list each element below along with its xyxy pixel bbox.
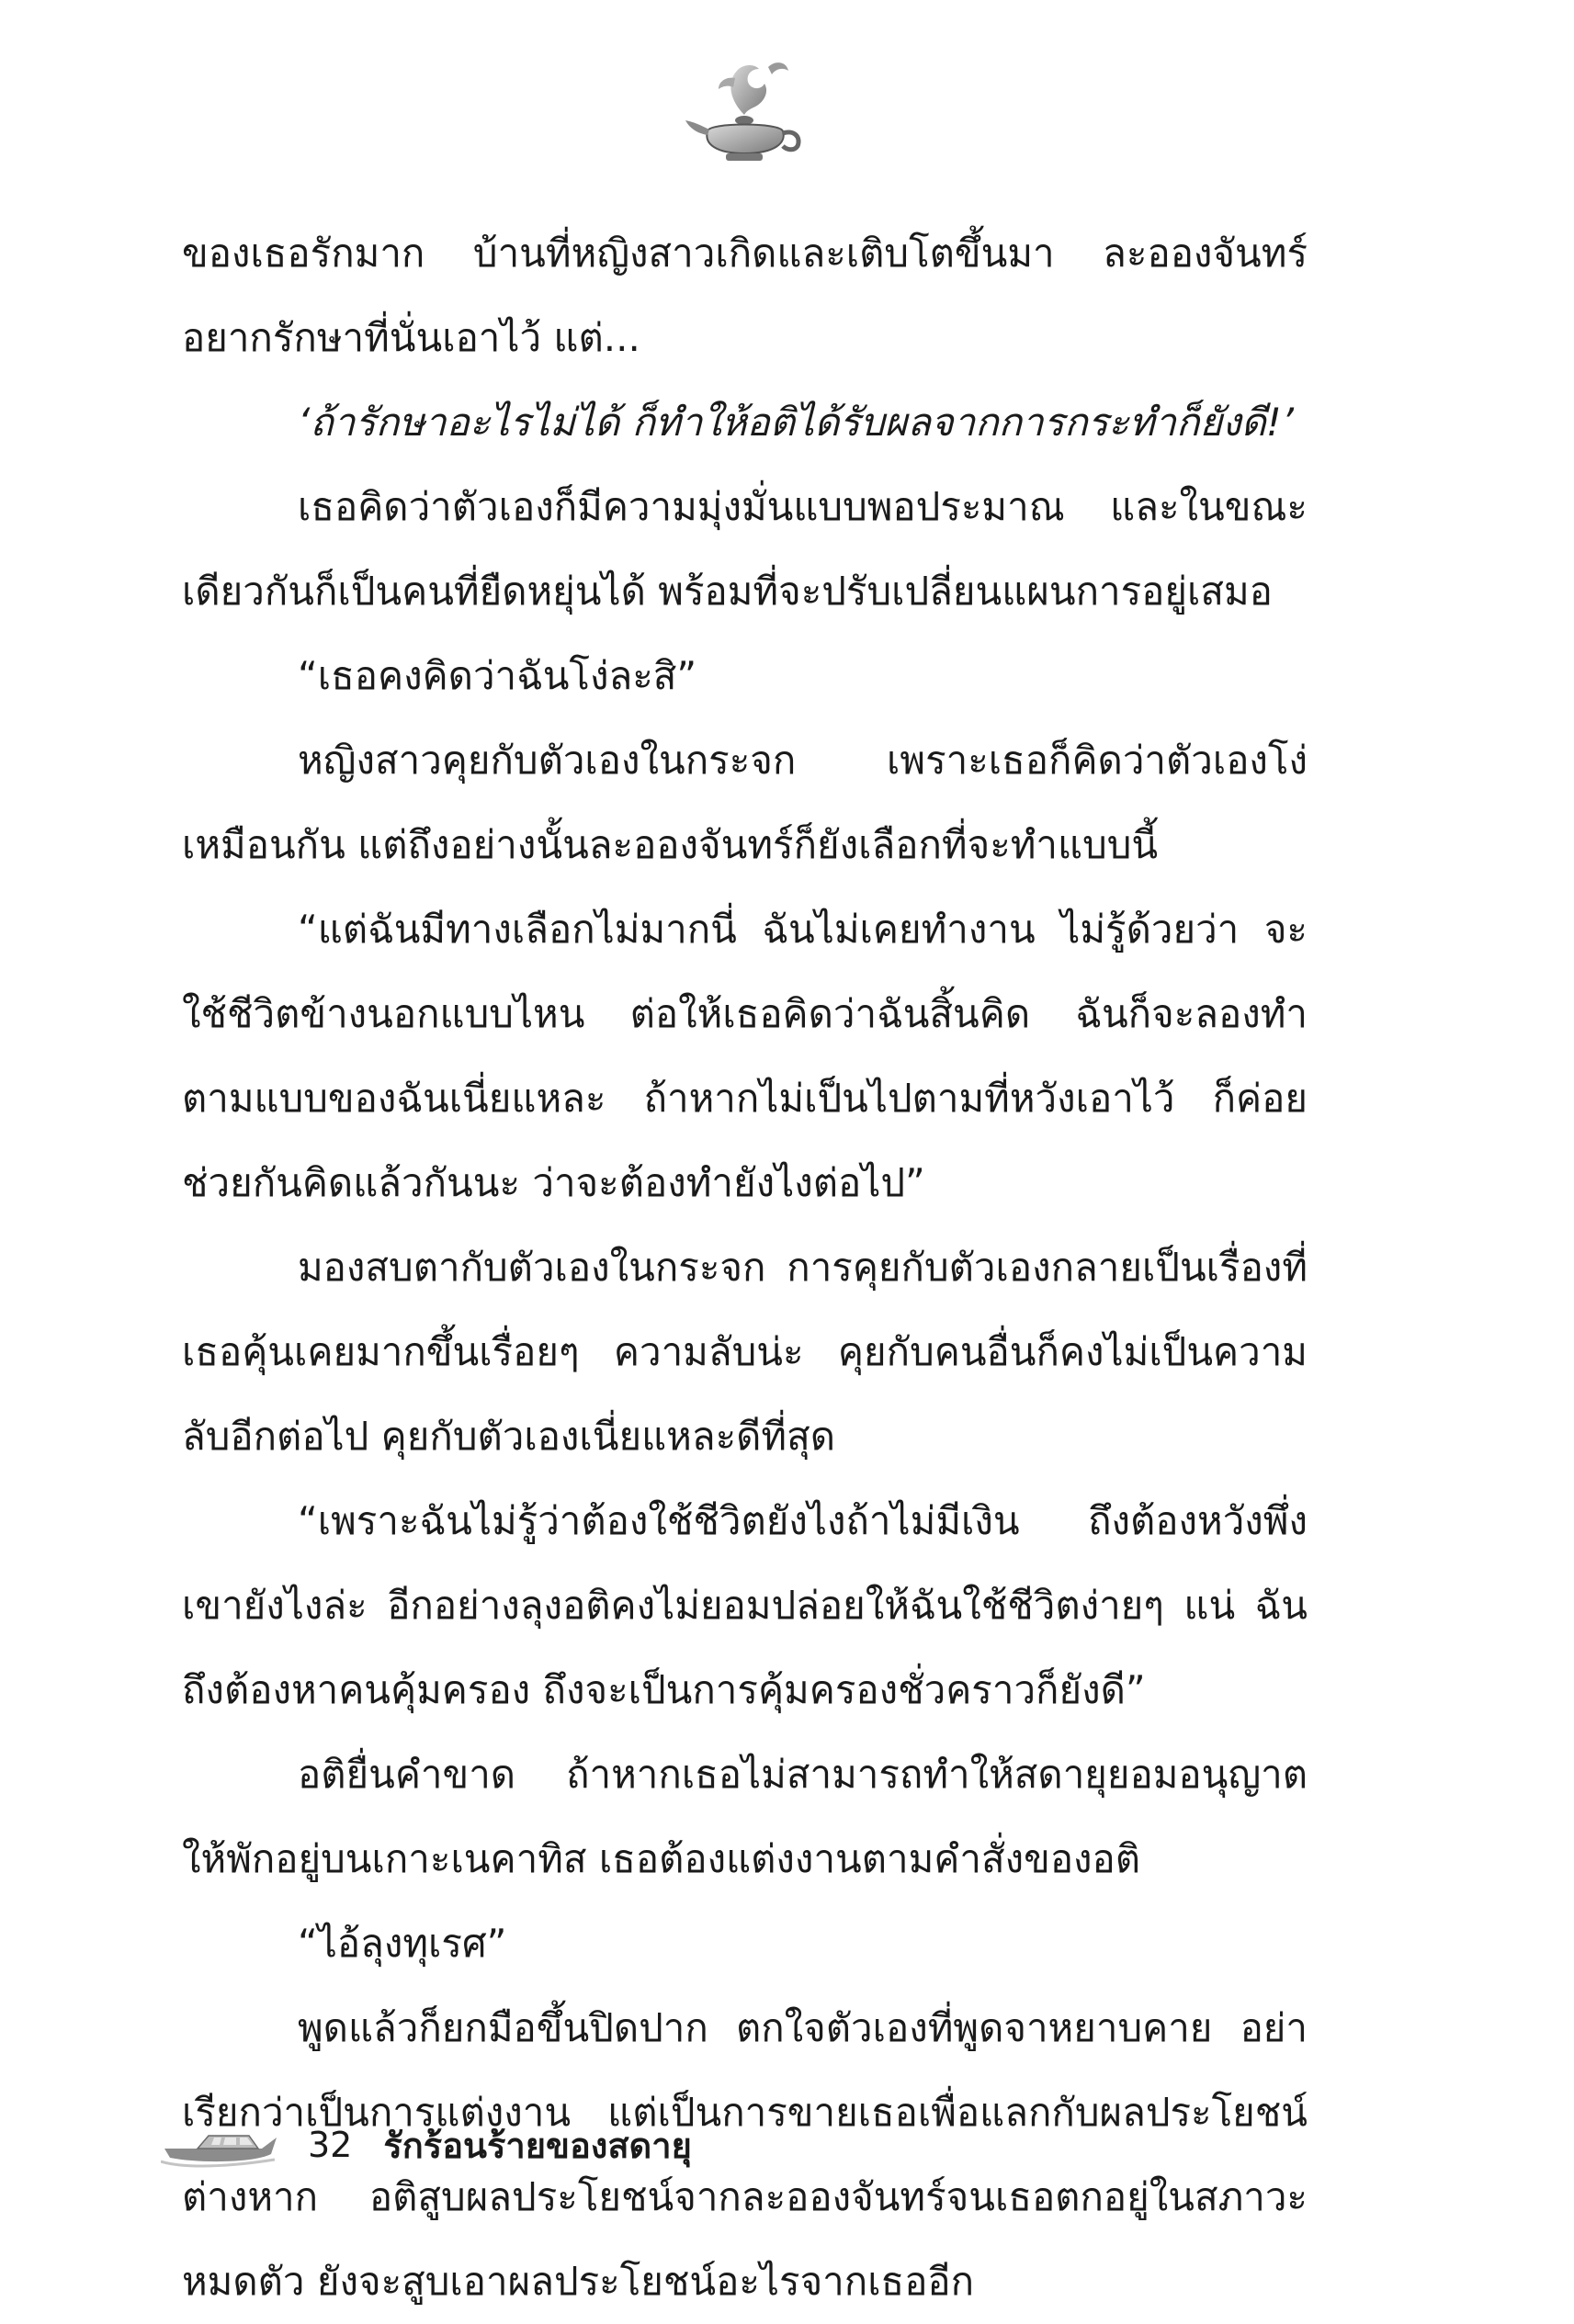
paragraph: หญิงสาวคุยกับตัวเองในกระจก เพราะเธอก็คิดว่าตัวเองโง่เหมือนกัน แต่ถึงอย่างนั้นละอองจันทร์ก็ยังเลือกที่จะทำแบบนี้: [182, 738, 1308, 867]
paragraph: ‘ถ้ารักษาอะไรไม่ได้ ก็ทำให้อติได้รับผลจากการกระทำก็ยังดี!’: [298, 400, 1295, 445]
page-footer: [161, 2113, 692, 2177]
paragraph: ของเธอรักมาก บ้านที่หญิงสาวเกิดและเติบโตขึ้นมา ละอองจันทร์อยากรักษาที่นั่นเอาไว้ แต่...: [182, 231, 1308, 360]
book-title: รักร้อนร้ายของสดายุ: [383, 2125, 692, 2166]
paragraph: เธอคิดว่าตัวเองก็มีความมุ่งมั่นแบบพอประมาณ และในขณะเดียวกันก็เป็นคนที่ยืดหยุ่นได้ พร้อมที่จะปรับเปลี่ยนแผนการอยู่เสมอ: [182, 484, 1308, 614]
body-text: [182, 211, 1308, 2324]
page-number: 32: [308, 2125, 353, 2165]
paragraph: พูดแล้วก็ยกมือขึ้นปิดปาก ตกใจตัวเองที่พูดจาหยาบคาย อย่าเรียกว่าเป็นการแต่งงาน แต่เป็นการขายเธอเพื่อแลกกับผลประโยชน์ต่างหาก อติสูบผลประโยชน์จากละอองจันทร์จนเธอตกอยู่ในสภาวะหมดตัว ยังจะสูบเอาผลประโยชน์อะไรจากเธออีก: [182, 2005, 1308, 2304]
genie-lamp-icon: [680, 51, 809, 179]
paragraph: “แต่ฉันมีทางเลือกไม่มากนี่ ฉันไม่เคยทำงาน ไม่รู้ด้วยว่า จะใช้ชีวิตข้างนอกแบบไหน ต่อให้เธอคิดว่าฉันสิ้นคิด ฉันก็จะลองทำตามแบบของฉันเนี่ยแหละ ถ้าหากไม่เป็นไปตามที่หวังเอาไว้ ก็ค่อยช่วยกันคิดแล้วกันนะ ว่าจะต้องทำยังไงต่อไป”: [182, 907, 1308, 1205]
boat-icon: [161, 2117, 280, 2172]
paragraph: มองสบตากับตัวเองในกระจก การคุยกับตัวเองกลายเป็นเรื่องที่เธอคุ้นเคยมากขึ้นเรื่อยๆ ความลับน่ะ คุยกับคนอื่นก็คงไม่เป็นความลับอีกต่อไป คุยกับตัวเองเนี่ยแหละดีที่สุด: [182, 1245, 1308, 1459]
paragraph: “เธอคงคิดว่าฉันโง่ละสิ”: [298, 653, 697, 698]
paragraph: “ไอ้ลุงทุเรศ”: [298, 1921, 507, 1966]
paragraph: อติยื่นคำขาด ถ้าหากเธอไม่สามารถทำให้สดายุยอมอนุญาตให้พักอยู่บนเกาะเนคาทิส เธอต้องแต่งงานตามคำสั่งของอติ: [182, 1752, 1308, 1881]
paragraph: “เพราะฉันไม่รู้ว่าต้องใช้ชีวิตยังไงถ้าไม่มีเงิน ถึงต้องหวังพึ่งเขายังไงล่ะ อีกอย่างลุงอติคงไม่ยอมปล่อยให้ฉันใช้ชีวิตง่ายๆ แน่ ฉันถึงต้องหาคนคุ้มครอง ถึงจะเป็นการคุ้มครองชั่วคราวก็ยังดี”: [182, 1498, 1308, 1712]
